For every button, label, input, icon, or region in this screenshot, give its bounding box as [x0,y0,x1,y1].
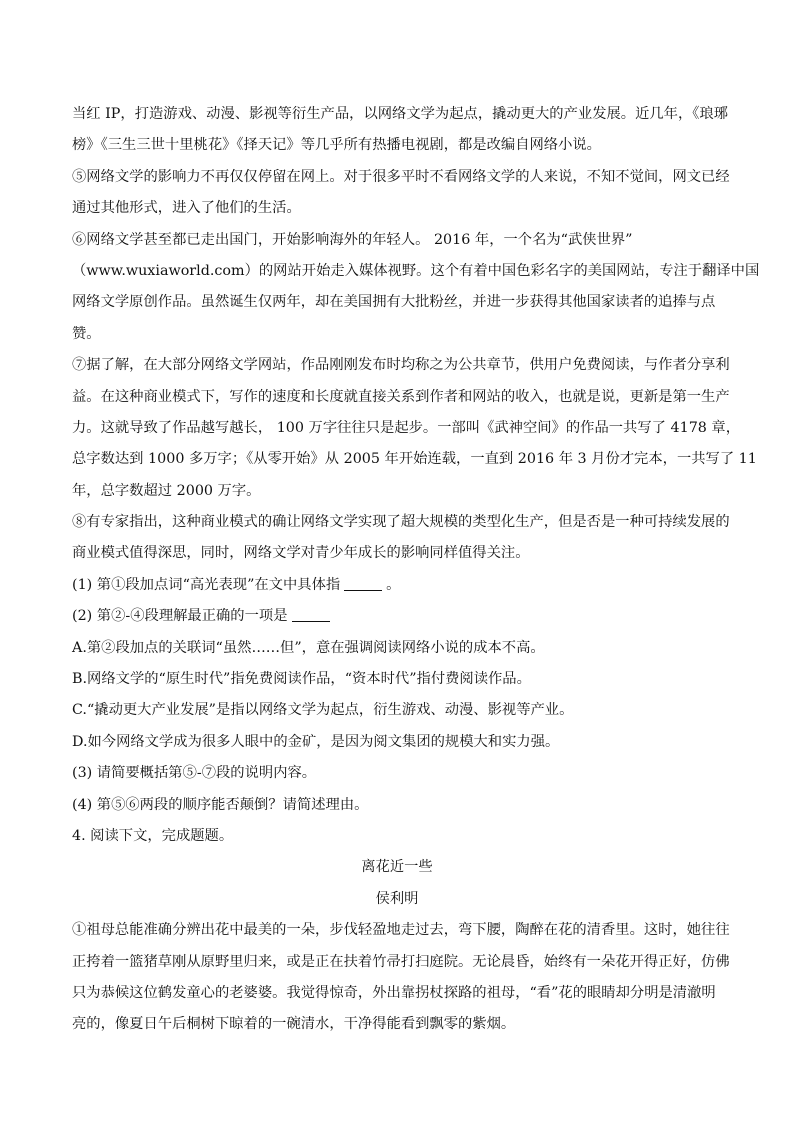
article-title: 离花近一些 [361,859,433,876]
text-line: 当红 IP，打造游戏、动漫、影视等衍生产品，以网络文学为起点，撬动更大的产业发展。近几年，《琅琊 [72,106,729,122]
text-line: 力。这就导致了作品越写越长， 100 万字往往只是起步。一部叫《武神空间》的作品一共写了 4178 章， [72,419,741,436]
text-line: 总字数达到 1000 多万字；《从零开始》从 2005 年开始连载，一直到 2016 年 3 月份才完本，一共写了 11 [72,451,757,468]
question-1 [72,570,722,601]
section-4-heading: 4. 阅读下文，完成题题。 [72,827,234,844]
answer-blank [292,607,330,622]
text-line: ⑧有专家指出，这种商业模式的确让网络文学实现了超大规模的类型化生产，但是否是一种可持续发展的 [72,514,730,531]
text-line: 榜》《三生三世十里桃花》《择天记》等几乎所有热播电视剧，都是改编自网络小说。 [72,137,601,154]
option-d: D.如今网络文学成为很多人眼中的金矿，是因为阅文集团的规模大和实力强。 [72,733,560,750]
option-a: A.第②段加点的关联词“虽然……但”，意在强调阅读网络小说的成本不高。 [72,639,545,656]
question-1-text: (1) 第①段加点词“高光表现”在文中具体指 [72,576,341,593]
article-author: 侯利明 [375,890,419,907]
passage-body [72,99,760,570]
text-line: 年，总字数超过 2000 万字。 [72,482,261,499]
text-line: ⑥网络文学甚至都已走出国门，开始影响海外的年轻人。 2016 年，一个名为“武侠世界” [72,231,633,248]
article-line: 亮的，像夏日午后桐树下晾着的一碗清水，干净得能看到飘零的紫烟。 [72,1016,516,1033]
question-1-suffix: 。 [386,576,401,593]
question-4: (4) 第⑤⑥两段的顺序能否颠倒？请简述理由。 [72,796,369,813]
article-line: 正挎着一篮猪草刚从原野里归来，或是正在扶着竹帚打扫庭院。无论晨昏，始终有一朵花开得正好，仿佛 [72,953,730,970]
question-2-text: (2) 第②-④段理解最正确的一项是 [72,608,288,625]
document-page [72,99,760,1041]
article-line: 只为恭候这位鹤发童心的老婆婆。我觉得惊奇，外出靠拐杖探路的祖母，“看”花的眼睛却分明是清澈明 [72,984,716,1001]
text-line: 商业模式值得深思，同时，网络文学对青少年成长的影响同样值得关注。 [72,545,530,562]
text-line: 益。在这种商业模式下，写作的速度和长度就直接关系到作者和网站的收入，也就是说，更新是第一生产 [72,388,730,405]
text-line: 通过其他形式，进入了他们的生活。 [72,200,301,217]
article-line: ①祖母总能准确分辨出花中最美的一朵，步伐轻盈地走过去，弯下腰，陶醉在花的清香里。这时，她往往 [72,922,730,939]
question-2 [72,601,722,632]
questions [72,570,722,853]
text-line: ⑦据了解，在大部分网络文学网站，作品刚刚发布时均称之为公共章节，供用户免费阅读，与作者分享利 [72,357,730,374]
option-c: C.“撬动更大产业发展”是指以网络文学为起点，衍生游戏、动漫、影视等产业。 [72,702,574,719]
answer-blank [344,576,382,591]
option-b: B.网络文学的“原生时代”指免费阅读作品，“资本时代”指付费阅读作品。 [72,671,531,688]
text-line: ⑤网络文学的影响力不再仅仅停留在网上。对于很多平时不看网络文学的人来说，不知不觉间，网文已经 [72,168,730,185]
text-line: 赞。 [72,325,101,342]
question-3: (3) 请简要概括第⑤-⑦段的说明内容。 [72,765,317,782]
text-line: （www.wuxiaworld.com）的网站开始走入媒体视野。这个有着中国色彩名字的美国网站，专注于翻译中国 [72,262,760,279]
article [72,852,730,1040]
text-line: 网络文学原创作品。虽然诞生仅两年，却在美国拥有大批粉丝，并进一步获得其他国家读者的追捧与点 [72,294,716,311]
